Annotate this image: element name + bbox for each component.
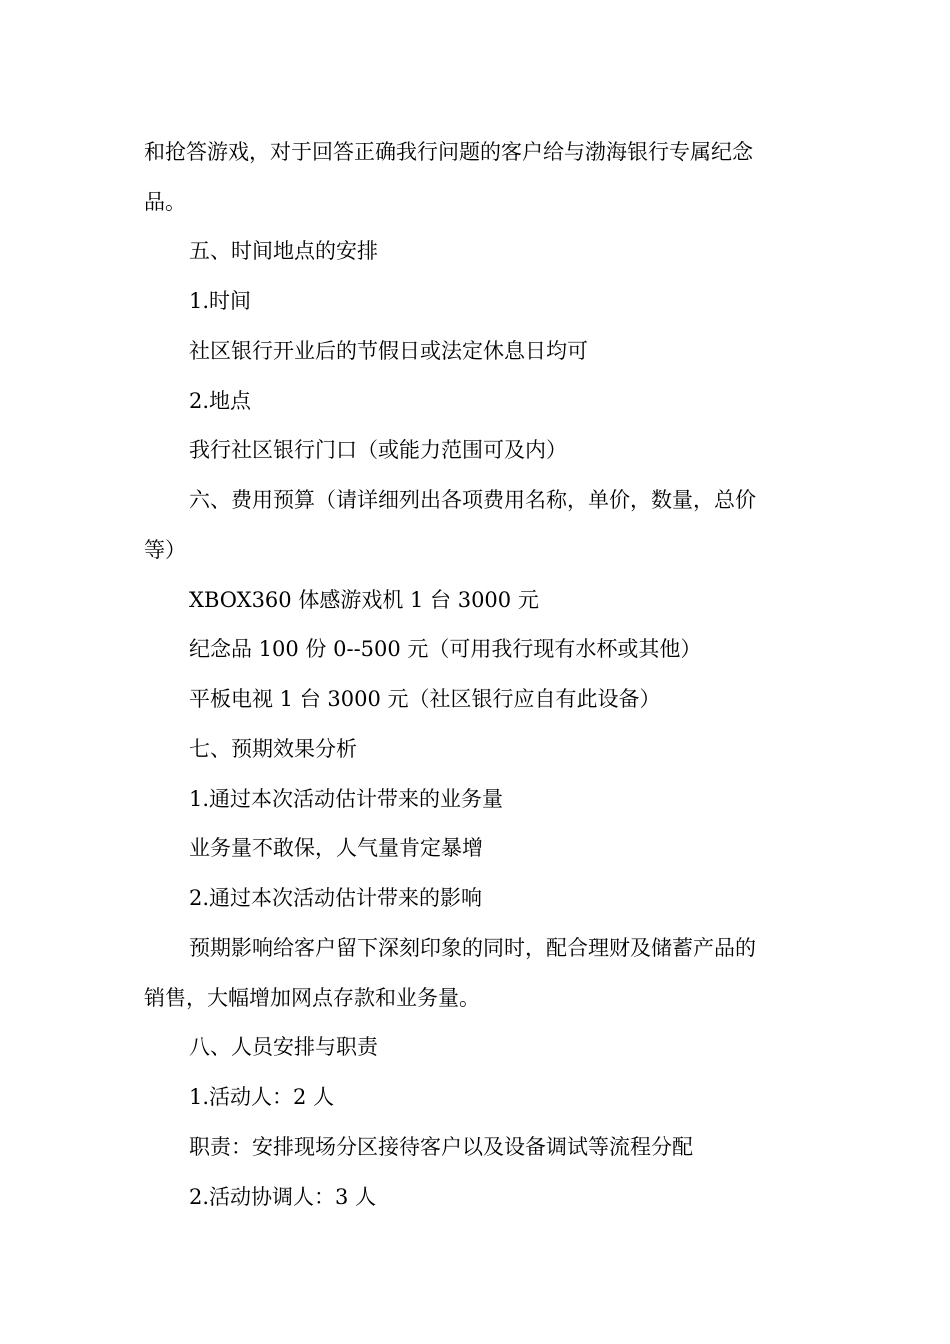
subheading: 1.时间 [189, 289, 252, 313]
paragraph-line: 社区银行开业后的节假日或法定休息日均可 [189, 339, 588, 363]
paragraph-line: 预期影响给客户留下深刻印象的同时，配合理财及储蓄产品的 [189, 936, 756, 960]
section-heading: 七、预期效果分析 [189, 737, 357, 761]
subheading: 2.活动协调人：3 人 [189, 1185, 377, 1209]
paragraph-line: 我行社区银行门口（或能力范围可及内） [189, 438, 567, 462]
section-heading: 五、时间地点的安排 [189, 239, 378, 263]
section-heading: 八、人员安排与职责 [189, 1035, 378, 1059]
paragraph-line: 职责：安排现场分区接待客户以及设备调试等流程分配 [189, 1135, 693, 1159]
subheading: 1.通过本次活动估计带来的业务量 [189, 787, 504, 811]
section-heading: 六、费用预算（请详细列出各项费用名称，单价，数量，总价 [189, 488, 756, 512]
budget-item: XBOX360 体感游戏机 1 台 3000 元 [189, 588, 539, 612]
budget-item: 纪念品 100 份 0--500 元（可用我行现有水杯或其他） [189, 637, 702, 661]
paragraph-line: 销售，大幅增加网点存款和业务量。 [144, 986, 480, 1010]
subheading: 2.地点 [189, 389, 252, 413]
budget-item: 平板电视 1 台 3000 元（社区银行应自有此设备） [189, 687, 661, 711]
paragraph-line: 业务量不敢保，人气量肯定暴增 [189, 836, 483, 860]
subheading: 1.活动人：2 人 [189, 1085, 335, 1109]
paragraph-line: 品。 [144, 190, 186, 214]
paragraph-line: 和抢答游戏，对于回答正确我行问题的客户给与渤海银行专属纪念 [144, 140, 753, 164]
subheading: 2.通过本次活动估计带来的影响 [189, 886, 483, 910]
paragraph-line: 等） [144, 538, 186, 562]
